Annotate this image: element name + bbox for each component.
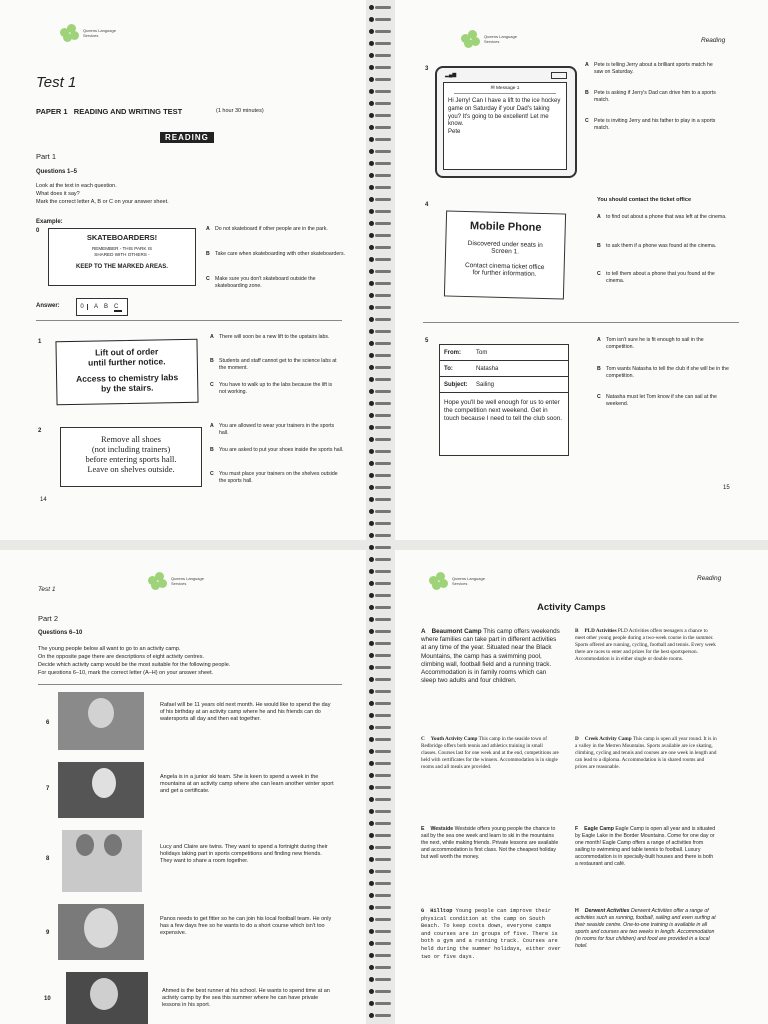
spiral-coil — [366, 556, 394, 563]
spiral-coil — [366, 724, 394, 731]
question-4-number: 4 — [425, 202, 429, 208]
option-b: B Take care when skateboarding with other skateboarders. — [206, 251, 346, 257]
person-number: 6 — [46, 720, 50, 726]
spiral-coil — [366, 340, 394, 347]
instruction-2: On the opposite page there are descriptions of eight activity centres. — [38, 654, 205, 660]
spiral-coil — [366, 712, 394, 719]
spiral-coil — [366, 232, 394, 239]
answer-label: Answer: — [36, 303, 60, 309]
message-signature: Pete — [448, 129, 461, 136]
spiral-coil — [366, 304, 394, 311]
spiral-coil — [366, 244, 394, 251]
spiral-coil — [366, 628, 394, 635]
spiral-coil — [366, 148, 394, 155]
spiral-coil — [366, 1000, 394, 1007]
email-subject-row: Subject: Sailing — [440, 377, 568, 393]
spiral-coil — [366, 952, 394, 959]
spiral-coil — [366, 76, 394, 83]
example-sign — [48, 228, 196, 286]
option-a: A There will soon be a new lift to the upstairs labs. — [210, 334, 330, 340]
questions-heading: Questions 6–10 — [38, 630, 83, 636]
spiral-coil — [366, 88, 394, 95]
option-b: B Tom wants Natasha to tell the club if she will be in the competition. — [597, 366, 729, 379]
page-14 — [0, 0, 366, 540]
spiral-coil — [366, 928, 394, 935]
answer-c: C — [114, 304, 119, 310]
divider — [38, 684, 342, 685]
person-photo — [62, 830, 142, 892]
spiral-coil — [366, 688, 394, 695]
spiral-coil — [366, 160, 394, 167]
spiral-coil — [366, 376, 394, 383]
paper-title: PAPER 1 READING AND WRITING TEST — [36, 107, 183, 116]
spiral-coil — [366, 868, 394, 875]
spiral-coil — [366, 820, 394, 827]
spiral-coil — [366, 472, 394, 479]
camp-h: H Derwent Activities Derwent Activities offer a range of activities such as running, football, sailing and even surfing at their seaside centre. One-to-one training is available in all sports and courses are two weeks in length. Accommodation (in rooms for four children) and food are provided in a local hotel. — [575, 908, 716, 949]
spiral-coil — [366, 940, 394, 947]
sign-title: SKATEBOARDERS! — [86, 233, 158, 242]
spiral-coil — [366, 40, 394, 47]
spiral-coil — [366, 700, 394, 707]
spiral-coil — [366, 976, 394, 983]
answer-mark — [114, 310, 122, 312]
spiral-coil — [366, 856, 394, 863]
person-number: 9 — [46, 930, 50, 936]
logo — [461, 30, 524, 48]
spiral-coil — [366, 808, 394, 815]
option-a: A Tom isn't sure he is fit enough to sail in the competition. — [597, 337, 704, 350]
spiral-coil — [366, 328, 394, 335]
spiral-coil — [366, 616, 394, 623]
spiral-coil — [366, 220, 394, 227]
spiral-coil — [366, 1012, 394, 1019]
spiral-coil — [366, 796, 394, 803]
sign-line-3: Access to chemistry labs — [75, 372, 179, 384]
question-4-stem: You should contact the ticket office — [597, 197, 692, 203]
person-photo — [58, 904, 144, 960]
person-number: 7 — [46, 786, 50, 792]
spiral-coil — [366, 388, 394, 395]
camp-f: F Eagle Camp Eagle Camp is open all year and is situated by Eagle Lake in the Border Mountains. Come for one day or one month! Eagle Camp offers a range of activities from sailing to swimming and table tennis to football. Luxury accommodation is in specially-built houses and there is both a restaurant and café. — [575, 826, 716, 867]
section-title: Activity Camps — [537, 602, 606, 613]
clover-icon — [429, 572, 449, 590]
spiral-coil — [366, 784, 394, 791]
page-15 — [395, 0, 768, 540]
spiral-coil — [366, 832, 394, 839]
spiral-coil — [366, 124, 394, 131]
spiral-coil — [366, 484, 394, 491]
person-photo — [66, 972, 148, 1024]
option-b: B You are asked to put your shoes inside the sports hall. — [210, 447, 344, 453]
person-description: Lucy and Claire are twins. They want to spend a fortnight during their holidays taking part in sports competitions and finding new friends. They want to share a room together. — [160, 844, 328, 864]
spiral-coil — [366, 520, 394, 527]
option-c: C Natasha must let Tom know if she can sail at the weekend. — [597, 394, 717, 407]
notice-line-3: Contact cinema ticket office — [464, 261, 545, 272]
questions-heading: Questions 1–5 — [36, 169, 78, 175]
spiral-coil — [366, 568, 394, 575]
question-5-number: 5 — [425, 338, 429, 344]
spiral-coil — [366, 988, 394, 995]
spiral-coil — [366, 904, 394, 911]
spiral-coil — [366, 64, 394, 71]
notice-title: Mobile Phone — [469, 220, 542, 234]
spiral-coil — [366, 664, 394, 671]
camp-b: B PLD Activities PLD Activities offers teenagers a chance to meet other young people during a two-week course in the summer. Sports offered are running, cycling, football and tennis. Every week there are races to enter and prizes for the best sportsperson. Accommodation is in either single or double rooms. — [575, 628, 716, 662]
example-number: 0 — [36, 228, 40, 234]
instruction-1: The young people below all want to go to an activity camp. — [38, 646, 181, 652]
option-a: A to find out about a phone that was left at the cinema. — [597, 214, 727, 220]
spiral-coil — [366, 496, 394, 503]
spiral-coil — [366, 280, 394, 287]
spiral-coil — [366, 352, 394, 359]
person-description: Rafael will be 11 years old next month. He would like to spend the day of his birthday at an activity camp where he and his friends can do watersports all day and then eat together. — [160, 702, 331, 722]
answer-b: B — [104, 304, 109, 310]
clover-icon — [148, 572, 168, 590]
spiral-coil — [366, 172, 394, 179]
option-a: A Pete is telling Jerry about a brilliant sports match he saw on Saturday. — [585, 62, 713, 75]
spiral-coil — [366, 736, 394, 743]
instruction-2: What does it say? — [36, 191, 80, 197]
phone-device — [435, 66, 577, 178]
email-box — [439, 344, 569, 456]
spiral-coil — [366, 532, 394, 539]
clover-icon — [461, 30, 481, 48]
spiral-coil — [366, 652, 394, 659]
signal-icon: ▂▄▆ — [445, 72, 457, 78]
camp-a: A Beaumont Camp This camp offers weekends where families can take part in different activities at any time of the year. Situated near the Black Mountains, the camp has a swimming pool, climbing wall, football field and a running track. Accommodation is in family rooms which can sleep two adults and four children. — [421, 628, 560, 685]
spiral-coil — [366, 4, 394, 11]
sign-line-4: Leave on shelves outside. — [87, 464, 175, 474]
page-number: 15 — [723, 485, 730, 491]
spiral-coil — [366, 256, 394, 263]
camp-e: E Westside Westside offers young people the chance to sail by the sea one week and learn to ski in the mountains the next, while making friends. Private lessons are available and accommodation is first class. Not the cheapest holiday but well worth the money. — [421, 826, 559, 860]
spiral-coil — [366, 184, 394, 191]
question-2-number: 2 — [38, 428, 42, 434]
option-c: C Pete is inviting Jerry and his father to play in a sports match. — [585, 118, 716, 131]
page-17 — [395, 550, 768, 1024]
spiral-coil — [366, 508, 394, 515]
logo-text: Queens Language Services — [452, 576, 485, 586]
sign-line-1: Remove all shoes — [101, 434, 161, 444]
sign-line-2: (not including trainers) — [91, 444, 171, 454]
logo — [60, 24, 123, 42]
spiral-coil — [366, 604, 394, 611]
logo — [148, 572, 211, 590]
sign-bottom: KEEP TO THE MARKED AREAS. — [76, 264, 168, 270]
answer-box — [76, 298, 128, 316]
running-header: Test 1 — [38, 586, 56, 593]
page-title: Test 1 — [36, 74, 77, 91]
spiral-coil — [366, 292, 394, 299]
sign-line-1: Lift out of order — [94, 346, 159, 358]
battery-icon — [551, 72, 567, 79]
spiral-coil — [366, 112, 394, 119]
spiral-coil — [366, 424, 394, 431]
clover-icon — [60, 24, 80, 42]
option-c: C You have to walk up to the labs because the lift is not working. — [210, 382, 333, 395]
spiral-coil — [366, 460, 394, 467]
spiral-coil — [366, 772, 394, 779]
spiral-coil — [366, 676, 394, 683]
notice-line-1: Discovered under seats in — [467, 240, 543, 249]
option-b: B Students and staff cannot get to the science labs at the moment. — [210, 358, 337, 371]
divider — [423, 322, 739, 323]
person-photo — [58, 692, 144, 750]
spiral-coil — [366, 412, 394, 419]
spiral-coil — [366, 208, 394, 215]
option-c: C Make sure you don't skateboard outside the skateboarding zone. — [206, 276, 316, 289]
logo-text: Queens Language Services — [83, 28, 116, 38]
message-text: Hi Jerry! Can I have a lift to the ice hockey game on Saturday if your Dad's taking you? It's going to be excellent! Let me know. — [448, 98, 561, 128]
paper-duration: (1 hour 30 minutes) — [216, 108, 264, 114]
person-description: Panos needs to get fitter so he can join his local football team. He only has a few days free so he wants to do a short course which isn't too expensive. — [160, 916, 332, 936]
logo-text: Queens Language Services — [484, 34, 517, 44]
answer-number: 0 — [77, 304, 88, 310]
instruction-3: Decide which activity camp would be the most suitable for the following people. — [38, 662, 231, 668]
found-phone-notice — [444, 210, 566, 299]
logo-text: Queens Language Services — [171, 576, 204, 586]
spiral-coil — [366, 580, 394, 587]
sign-line-4: by the stairs. — [100, 382, 154, 394]
spiral-coil — [366, 760, 394, 767]
answer-a: A — [94, 304, 99, 310]
spiral-coil — [366, 400, 394, 407]
reading-banner: READING — [160, 132, 214, 143]
envelope-icon: ✉ — [490, 86, 496, 91]
spiral-coil — [366, 448, 394, 455]
option-b: B to ask them if a phone was found at the cinema. — [597, 243, 717, 249]
spiral-coil — [366, 316, 394, 323]
question-1-sign — [55, 339, 198, 405]
option-a: A Do not skateboard if other people are in the park. — [206, 226, 328, 232]
spiral-coil — [366, 436, 394, 443]
person-photo — [58, 762, 144, 818]
person-description: Ahmed is the best runner at his school. He wants to spend time at an activity camp by the sea this summer where he can have private lessons in his sport. — [162, 988, 330, 1008]
running-header: Reading — [697, 575, 722, 582]
spiral-coil — [366, 880, 394, 887]
spiral-coil — [366, 964, 394, 971]
spiral-coil — [366, 136, 394, 143]
instruction-3: Mark the correct letter A, B or C on your answer sheet. — [36, 199, 169, 205]
spiral-coil — [366, 748, 394, 755]
phone-screen — [443, 82, 567, 170]
spiral-coil — [366, 196, 394, 203]
running-header: Reading — [701, 37, 726, 44]
option-c: C to tell them about a phone that you found at the cinema. — [597, 271, 715, 284]
message-label: ✉ Message 1 — [454, 86, 556, 94]
spiral-coil — [366, 52, 394, 59]
part-heading: Part 2 — [38, 614, 59, 623]
spiral-coil — [366, 892, 394, 899]
notice-line-4: for further information. — [472, 269, 537, 278]
camp-c: C Youth Activity Camp This camp in the seaside town of Redbridge offers both tennis and athletics training in small classes. Courses last for one week and at the end, competitions are held with certificates for the winners. Accommodation is in single rooms and all meals are provided. — [421, 736, 559, 770]
option-a: A You are allowed to wear your trainers in the sports hall. — [210, 423, 335, 436]
spiral-coil — [366, 916, 394, 923]
spiral-binding — [362, 0, 398, 1024]
email-body: Hope you'll be well enough for us to enter the competition next weekend. Get in touch because I need to tell the club soon. — [444, 399, 562, 422]
part-heading: Part 1 — [36, 152, 57, 161]
question-3-number: 3 — [425, 66, 429, 72]
sign-line-2: until further notice. — [88, 356, 166, 368]
sign-middle: REMEMBER - THIS PARK IS SHARED WITH OTHERS - — [91, 246, 153, 257]
page-number: 14 — [40, 497, 47, 503]
question-2-sign — [60, 427, 202, 487]
spiral-coil — [366, 640, 394, 647]
option-b: B Pete is asking if Jerry's Dad can drive him to a sports match. — [585, 90, 716, 103]
camp-d: D Creek Activity Camp This camp is open all year round. It is in a valley in the Merren Mountains. Sports available are ice skating, climbing, cycling and tennis and courses are one week in length and can lead to a diploma. Accommodation is in shared rooms and prices are reasonable. — [575, 736, 717, 770]
spiral-coil — [366, 544, 394, 551]
person-description: Angela is in a junior ski team. She is keen to spend a week in the mountains at an activity camp where she can learn another winter sport and get a certificate. — [160, 774, 334, 794]
camp-g: G Hilltop Young people can improve their physical condition at the camp on South Beach. To keep costs down, everyone camps and courses are in groups of five. There is both a gym and a running track. Courses are held during the summer holidays, either over two or five days. — [421, 908, 561, 960]
sign-line-3: before entering sports hall. — [85, 454, 177, 464]
email-from-row: From: Tom — [440, 345, 568, 361]
email-to-row: To: Natasha — [440, 361, 568, 377]
divider — [36, 320, 342, 321]
page-16 — [0, 550, 366, 1024]
person-number: 10 — [44, 996, 51, 1002]
spiral-coil — [366, 844, 394, 851]
logo — [429, 572, 492, 590]
instruction-1: Look at the text in each question. — [36, 183, 117, 189]
spiral-coil — [366, 268, 394, 275]
option-c: C You must place your trainers on the shelves outside the sports hall. — [210, 471, 338, 484]
example-label: Example: — [36, 219, 63, 225]
spiral-coil — [366, 592, 394, 599]
person-number: 8 — [46, 856, 50, 862]
spiral-coil — [366, 28, 394, 35]
spiral-coil — [366, 364, 394, 371]
spiral-coil — [366, 16, 394, 23]
question-1-number: 1 — [38, 339, 42, 345]
instruction-4: For questions 6–10, mark the correct letter (A–H) on your answer sheet. — [38, 670, 214, 676]
notice-line-2: Screen 1. — [491, 247, 520, 256]
spiral-coil — [366, 100, 394, 107]
